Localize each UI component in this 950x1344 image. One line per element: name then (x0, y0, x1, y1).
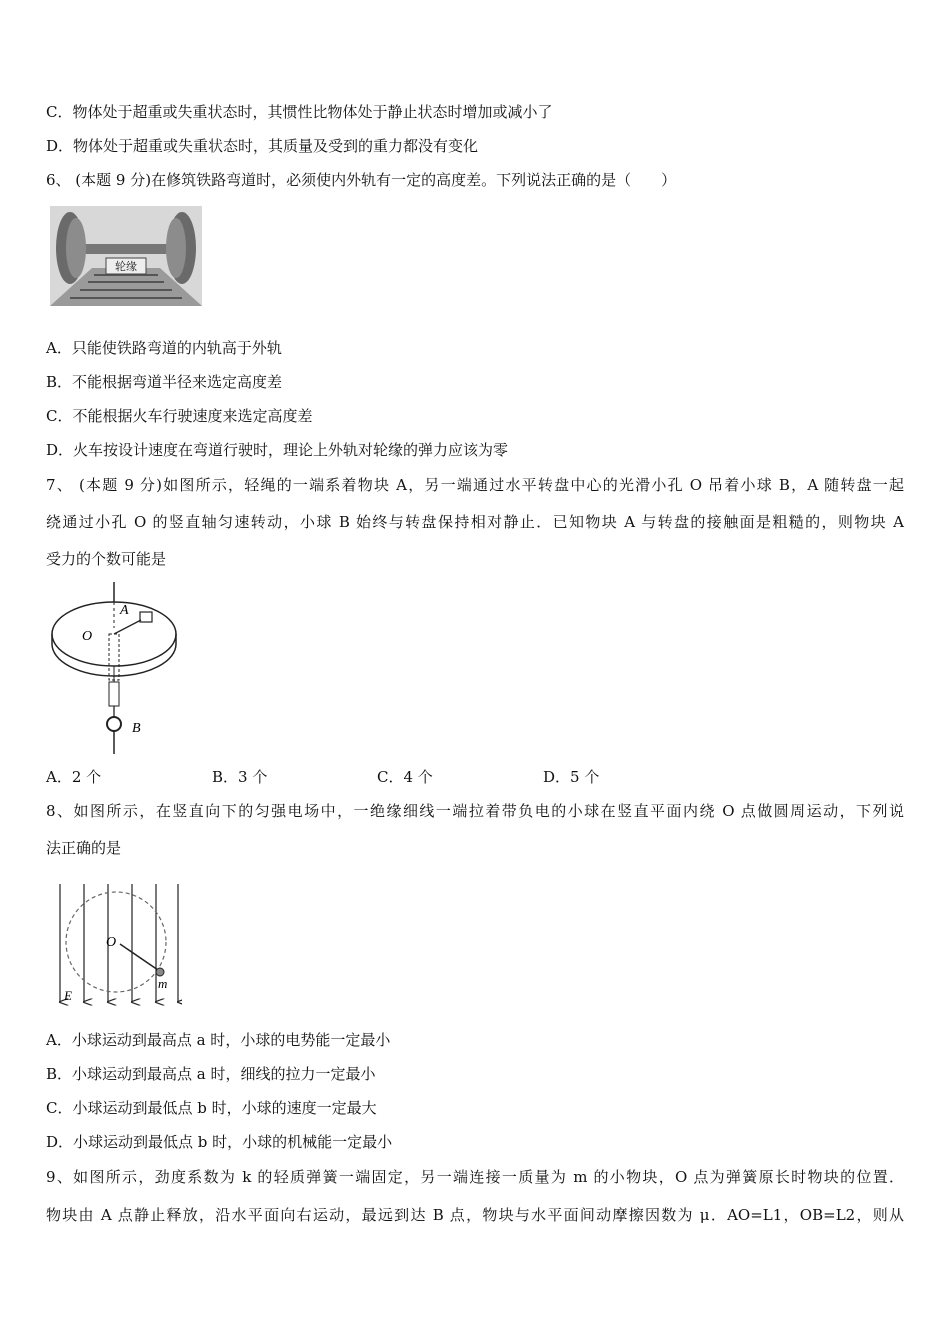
q6-figure-label: 轮缘 (115, 260, 137, 273)
q8-stem-line-1: 8、如图所示，在竖直向下的匀强电场中，一绝缘细线一端拉着带负电的小球在竖直平面内绕 O 点做圆周运动，下列说 (46, 802, 904, 820)
q8-label-m: m (158, 976, 168, 991)
q7-turntable-figure (48, 582, 183, 754)
q7-option-d: D．5 个 (543, 768, 600, 786)
q8-label-o: O (106, 935, 117, 950)
q8-option-c: C．小球运动到最低点 b 时，小球的速度一定最大 (46, 1099, 377, 1117)
q5-option-d: D．物体处于超重或失重状态时，其质量及受到的重力都没有变化 (46, 137, 479, 155)
q8-option-d: D．小球运动到最低点 b 时，小球的机械能一定最小 (46, 1133, 393, 1151)
q7-stem-line-3: 受力的个数可能是 (46, 550, 167, 568)
q8-label-e: E (64, 988, 72, 1003)
q5-option-c: C．物体处于超重或失重状态时，其惯性比物体处于静止状态时增加或减小了 (46, 103, 553, 121)
q7-option-a: A．2 个 (46, 768, 102, 786)
q8-option-b: B．小球运动到最高点 a 时，细线的拉力一定最小 (46, 1065, 376, 1083)
q7-option-b: B．3 个 (212, 768, 268, 786)
q8-electric-field-figure (50, 880, 182, 1006)
q7-options (46, 766, 906, 786)
q7-label-a: A (120, 603, 129, 618)
q7-option-c: C．4 个 (377, 768, 433, 786)
q6-stem: 6、 (本题 9 分)在修筑铁路弯道时，必须使内外轨有一定的高度差。下列说法正确的是（ ） (46, 171, 677, 189)
q8-option-a: A．小球运动到最高点 a 时，小球的电势能一定最小 (46, 1031, 391, 1049)
q6-option-b: B．不能根据弯道半径来选定高度差 (46, 373, 283, 391)
q7-label-o: O (82, 629, 93, 644)
q9-stem-line-2: 物块由 A 点静止释放，沿水平面向右运动，最远到达 B 点，物块与水平面间动摩擦因数为 μ．AO=L1，OB=L2，则从 (46, 1206, 904, 1224)
q6-option-d: D．火车按设计速度在弯道行驶时，理论上外轨对轮缘的弹力应该为零 (46, 441, 509, 459)
q7-stem-line-2: 绕通过小孔 O 的竖直轴匀速转动，小球 B 始终与转盘保持相对静止．已知物块 A 与转盘的接触面是粗糙的，则物块 A (46, 513, 904, 531)
q6-option-c: C．不能根据火车行驶速度来选定高度差 (46, 407, 313, 425)
q6-wheelset-figure (50, 206, 202, 306)
q7-stem-line-1: 7、 (本题 9 分)如图所示，轻绳的一端系着物块 A，另一端通过水平转盘中心的光滑小孔 O 吊着小球 B，A 随转盘一起 (46, 476, 904, 494)
q7-label-b: B (132, 721, 141, 736)
q9-stem-line-1: 9、如图所示，劲度系数为 k 的轻质弹簧一端固定，另一端连接一质量为 m 的小物块，O 点为弹簧原长时物块的位置． (46, 1168, 904, 1186)
q8-stem-line-2: 法正确的是 (46, 839, 122, 857)
q6-option-a: A．只能使铁路弯道的内轨高于外轨 (46, 339, 282, 357)
